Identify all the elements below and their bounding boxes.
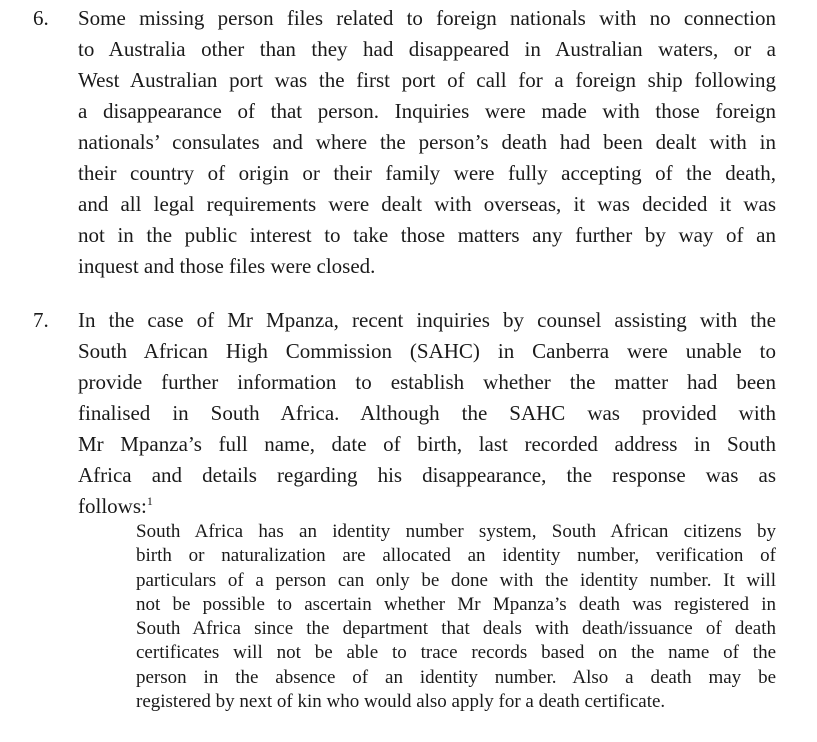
quote-line: not be possible to ascertain whether Mr Mpanza’s death was registered in bbox=[136, 593, 776, 615]
text-line: West Australian port was the first port of call for a foreign ship following bbox=[78, 68, 776, 92]
quote-line: particulars of a person can only be done with the identity number. It will bbox=[136, 569, 776, 591]
text-line: In the case of Mr Mpanza, recent inquiries by counsel assisting with the bbox=[78, 308, 776, 332]
text-line: not in the public interest to take those matters any further by way of an bbox=[78, 223, 776, 247]
quote-line: birth or naturalization are allocated an identity number, verification of bbox=[136, 545, 776, 567]
text-line: follows: bbox=[78, 494, 147, 518]
quote-line: person in the absence of an identity number. Also a death may be bbox=[136, 666, 776, 688]
text-line: a disappearance of that person. Inquiries were made with those foreign bbox=[78, 99, 776, 123]
block-quote bbox=[136, 520, 776, 714]
text-line: provide further information to establish whether the matter had been bbox=[78, 370, 776, 394]
text-line: and all legal requirements were dealt with overseas, it was decided it was bbox=[78, 192, 776, 216]
text-line: Mr Mpanza’s full name, date of birth, last recorded address in South bbox=[78, 432, 776, 456]
paragraph-text bbox=[78, 3, 776, 282]
text-line: Some missing person files related to foreign nationals with no connection bbox=[78, 6, 776, 30]
quote-line: South Africa since the department that deals with death/issuance of death bbox=[136, 618, 776, 640]
text-line: nationals’ consulates and where the person’s death had been dealt with in bbox=[78, 130, 776, 154]
text-line: inquest and those files were closed. bbox=[78, 254, 376, 278]
text-line: Africa and details regarding his disappearance, the response was as bbox=[78, 463, 776, 487]
quote-line: certificates will not be able to trace records based on the name of the bbox=[136, 642, 776, 664]
text-line: to Australia other than they had disappeared in Australian waters, or a bbox=[78, 37, 776, 61]
quote-line: South Africa has an identity number system, South African citizens by bbox=[136, 521, 776, 542]
paragraph-text bbox=[78, 305, 776, 522]
text-line: their country of origin or their family were fully accepting of the death, bbox=[78, 161, 776, 185]
text-line: South African High Commission (SAHC) in Canberra were unable to bbox=[78, 339, 776, 363]
paragraph-number: 6. bbox=[33, 6, 49, 30]
paragraph-number: 7. bbox=[33, 308, 49, 332]
footnote-reference[interactable]: 1 bbox=[146, 494, 153, 508]
quote-line: registered by next of kin who would also apply for a death certificate. bbox=[136, 691, 666, 713]
text-line: finalised in South Africa. Although the SAHC was provided with bbox=[78, 401, 776, 425]
text-line-with-footnote bbox=[78, 491, 776, 522]
